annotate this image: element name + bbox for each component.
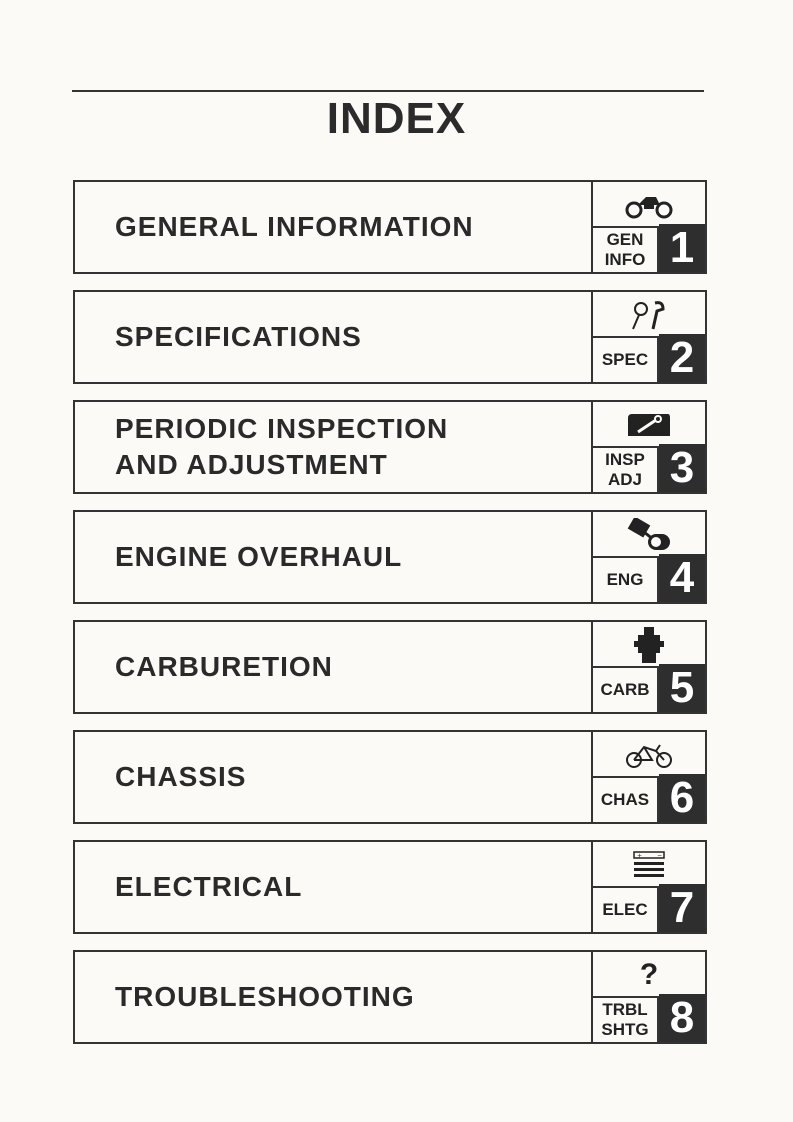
section-code: GEN INFO <box>593 226 659 272</box>
section-number: 8 <box>659 994 705 1042</box>
section-title: GENERAL INFORMATION <box>115 211 474 242</box>
section-number: 5 <box>659 664 705 712</box>
section-title: ELECTRICAL <box>115 871 303 902</box>
svg-text:+: + <box>637 852 643 860</box>
section-chassis[interactable] <box>73 730 707 824</box>
section-number: 2 <box>659 334 705 382</box>
section-title: SPECIFICATIONS <box>115 321 362 352</box>
page-title: INDEX <box>326 94 467 143</box>
section-number: 3 <box>659 444 705 492</box>
motorcycle-icon <box>593 186 705 224</box>
question-mark-icon <box>593 956 705 994</box>
section-title: TROUBLESHOOTING <box>115 981 415 1012</box>
question-mark-glyph: ? <box>639 958 659 991</box>
section-tab[interactable] <box>591 180 707 274</box>
section-title: ENGINE OVERHAUL <box>115 541 403 572</box>
section-tab[interactable] <box>591 510 707 604</box>
section-number: 7 <box>659 884 705 932</box>
section-code: CARB <box>593 666 659 712</box>
section-electrical[interactable] <box>73 840 707 934</box>
section-specifications[interactable] <box>73 290 707 384</box>
section-title: CHASSIS <box>115 761 247 792</box>
piston-icon <box>593 516 705 554</box>
tools-icon <box>593 296 705 334</box>
battery-icon <box>593 846 705 884</box>
section-tab[interactable] <box>591 840 707 934</box>
svg-text:−: − <box>657 852 663 860</box>
section-number: 1 <box>659 224 705 272</box>
section-tab[interactable] <box>591 950 707 1044</box>
carburetor-icon <box>593 626 705 664</box>
section-number: 4 <box>659 554 705 602</box>
section-code: SPEC <box>593 336 659 382</box>
section-troubleshooting[interactable] <box>73 950 707 1044</box>
section-code: ELEC <box>593 886 659 932</box>
section-code: TRBL SHTG <box>593 996 659 1042</box>
section-carburetion[interactable] <box>73 620 707 714</box>
chassis-icon <box>593 736 705 774</box>
section-tab[interactable] <box>591 620 707 714</box>
wrench-icon <box>593 406 705 444</box>
section-code: INSP ADJ <box>593 446 659 492</box>
section-title: CARBURETION <box>115 651 333 682</box>
section-title: PERIODIC INSPECTION AND ADJUSTMENT <box>115 413 449 480</box>
section-tab[interactable] <box>591 290 707 384</box>
section-code: ENG <box>593 556 659 602</box>
section-general-information[interactable] <box>73 180 707 274</box>
section-tab[interactable] <box>591 730 707 824</box>
section-code: CHAS <box>593 776 659 822</box>
section-tab[interactable] <box>591 400 707 494</box>
section-engine-overhaul[interactable] <box>73 510 707 604</box>
section-number: 6 <box>659 774 705 822</box>
section-periodic-inspection-and-adjustment[interactable] <box>73 400 707 494</box>
